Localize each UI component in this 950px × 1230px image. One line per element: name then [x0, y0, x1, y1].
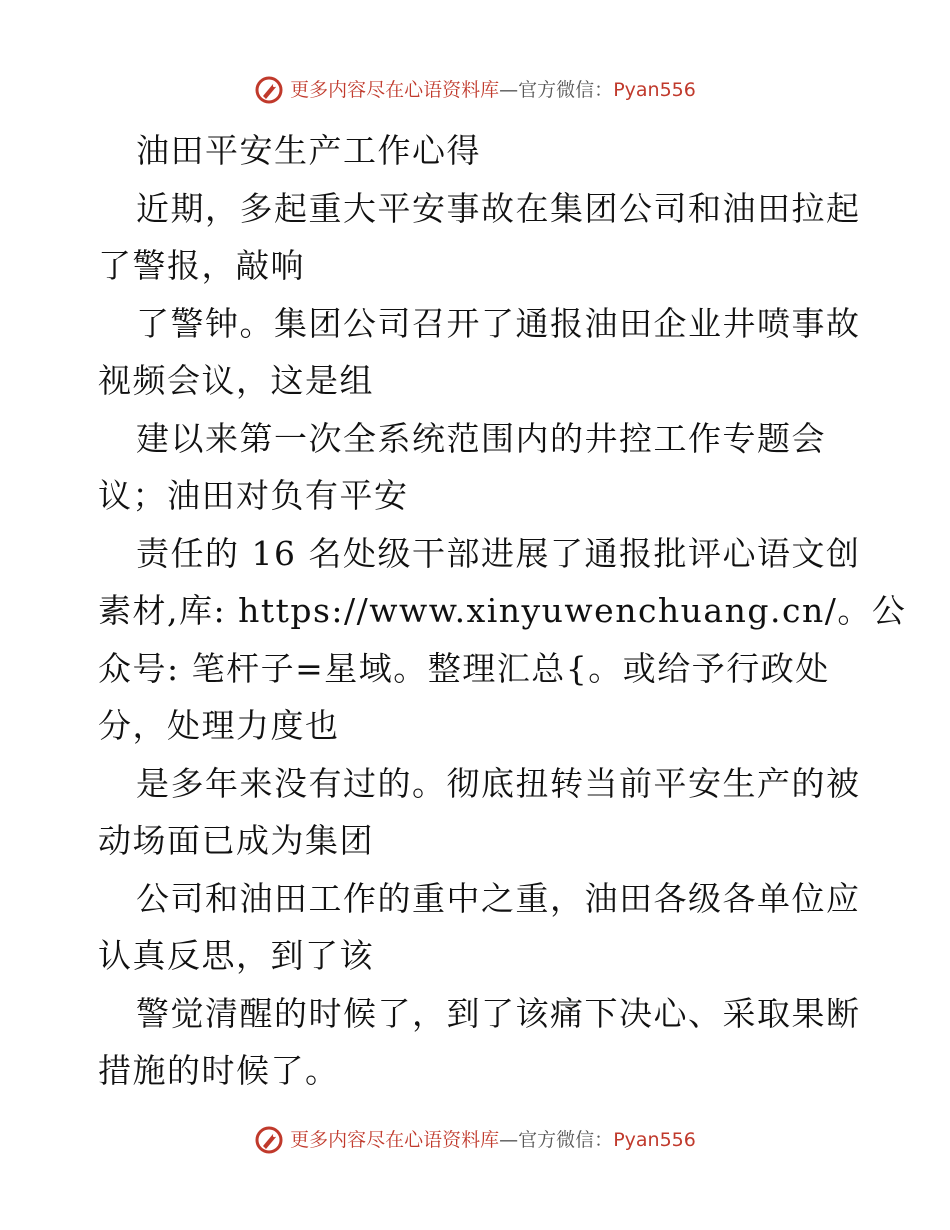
- watermark-channel-text: 官方微信：: [518, 1129, 614, 1151]
- watermark-promo-text: 更多内容尽在心语资料库: [290, 79, 500, 101]
- watermark-header: [0, 72, 950, 108]
- document-body: [98, 122, 907, 1100]
- text-line: 是多年来没有过的。彻底扭转当前平安生产的被: [136, 763, 861, 803]
- text-line: 责任的 16 名处级干部进展了通报批评心语文创: [136, 533, 861, 573]
- text-line: 议；油田对负有平安: [98, 476, 409, 515]
- text-line: 建以来第一次全系统范围内的井控工作专题会: [136, 418, 826, 458]
- text-line: 认真反思，到了该: [98, 936, 374, 975]
- text-line: 措施的时候了。: [98, 1051, 340, 1090]
- watermark-wechat-id: Pyan556: [613, 79, 696, 101]
- watermark-promo-text: 更多内容尽在心语资料库: [290, 1129, 500, 1151]
- pen-nib-logo-icon: [254, 75, 284, 105]
- document-title: 油田平安生产工作心得: [136, 131, 481, 170]
- watermark-dash: —: [499, 1129, 519, 1151]
- watermark-dash: —: [499, 79, 519, 101]
- pen-nib-logo-icon: [254, 1125, 284, 1155]
- text-line: 素材,库: https://www.xinyuwenchuang.cn/。公: [98, 591, 907, 630]
- text-line: 分，处理力度也: [98, 706, 340, 745]
- watermark-footer: [0, 1122, 950, 1158]
- text-line: 警觉清醒的时候了，到了该痛下决心、采取果断: [136, 993, 861, 1033]
- text-line: 近期，多起重大平安事故在集团公司和油田拉起: [136, 188, 861, 228]
- text-line: 众号: 笔杆子=星域。整理汇总{。或给予行政处: [98, 648, 830, 688]
- text-line: 了警钟。集团公司召开了通报油田企业井喷事故: [136, 303, 861, 343]
- text-line: 公司和油田工作的重中之重，油田各级各单位应: [136, 878, 861, 918]
- text-line: 了警报，敲响: [98, 246, 305, 285]
- text-line: 视频会议，这是组: [98, 361, 374, 400]
- watermark-wechat-id: Pyan556: [613, 1129, 696, 1151]
- text-line: 动场面已成为集团: [98, 821, 374, 860]
- watermark-channel-text: 官方微信：: [518, 79, 614, 101]
